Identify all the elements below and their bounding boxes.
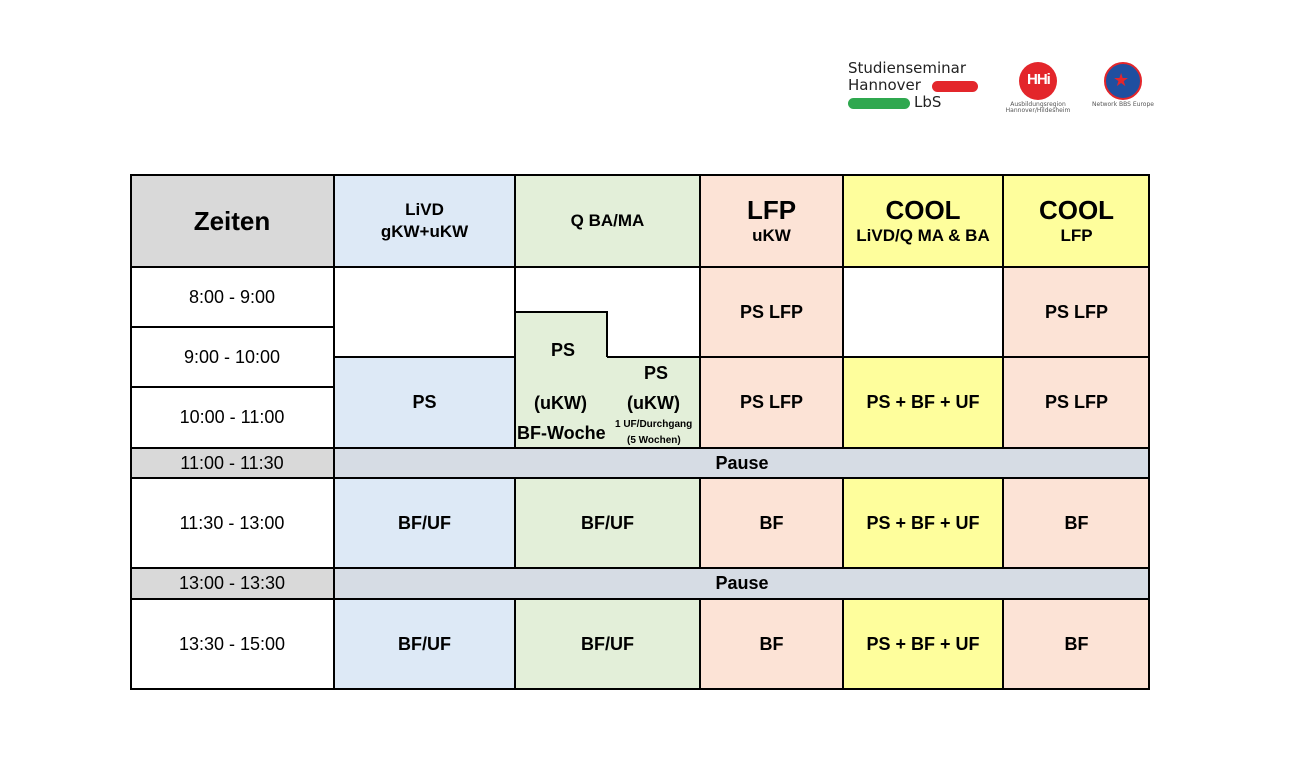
q-ps-left: PS	[551, 340, 576, 360]
pause-row-2: Pause	[334, 568, 1150, 599]
logo-text-hannover: Hannover	[848, 76, 921, 94]
lfp-afternoon: BF	[700, 599, 843, 690]
q-step-line	[607, 356, 700, 358]
row-divider	[130, 567, 1150, 569]
cool-livd-morning: PS + BF + UF	[843, 357, 1003, 448]
border-bottom	[130, 688, 1150, 690]
logo-green-bar	[848, 98, 910, 109]
time-cell: 10:00 - 11:00	[130, 387, 334, 448]
q-empty-top	[515, 267, 700, 312]
header-zeiten: Zeiten	[130, 174, 334, 267]
header-lfp: LFP uKW	[700, 174, 843, 267]
header-livd: LiVD gKW+uKW	[334, 174, 515, 267]
border-right	[1148, 174, 1150, 690]
col-divider	[842, 599, 844, 690]
livd-ps: PS	[334, 357, 515, 448]
cool-lfp-afternoon: BF	[1003, 599, 1150, 690]
livd-midday: BF/UF	[334, 478, 515, 568]
row-divider	[130, 386, 334, 388]
time-cell: 13:00 - 13:30	[130, 568, 334, 599]
time-cell: 11:30 - 13:00	[130, 478, 334, 568]
row-divider	[130, 477, 1150, 479]
col-divider	[1002, 478, 1004, 568]
ausbildungsregion-caption: Ausbildungsregion Hannover/Hildesheim	[1005, 101, 1071, 114]
cool-livd-midday: PS + BF + UF	[843, 478, 1003, 568]
ausbildungsregion-emblem-icon: HHi	[1019, 62, 1057, 100]
time-cell: 8:00 - 9:00	[130, 267, 334, 327]
col-divider	[1002, 599, 1004, 690]
q-bf-woche: BF-Woche	[517, 423, 606, 443]
col-divider	[699, 174, 701, 448]
border-top	[130, 174, 1150, 176]
q-midday: BF/UF	[515, 478, 700, 568]
col-divider	[514, 478, 516, 568]
lfp-midday: BF	[700, 478, 843, 568]
network-caption: Network BBS Europe	[1092, 101, 1154, 108]
header-cool-livd: COOL LiVD/Q MA & BA	[843, 174, 1003, 267]
row-divider	[130, 598, 1150, 600]
cool-lfp-ps-lfp-2: PS LFP	[1003, 357, 1150, 448]
cool-livd-empty	[843, 267, 1003, 357]
col-divider	[842, 174, 844, 448]
row-divider	[334, 356, 515, 358]
col-divider	[333, 174, 335, 690]
logo-red-bar	[932, 81, 978, 92]
lfp-ps-lfp-2: PS LFP	[700, 357, 843, 448]
livd-afternoon: BF/UF	[334, 599, 515, 690]
q-step-line	[606, 311, 608, 357]
header-cool-lfp: COOL LFP	[1003, 174, 1150, 267]
col-divider	[699, 599, 701, 690]
border-left	[130, 174, 132, 690]
row-divider	[130, 326, 334, 328]
time-cell: 9:00 - 10:00	[130, 327, 334, 387]
livd-empty	[334, 267, 515, 357]
row-divider	[130, 266, 1150, 268]
ausbildungsregion-logo	[998, 62, 1078, 118]
col-divider	[514, 599, 516, 690]
header-q-ba-ma: Q BA/MA	[515, 174, 700, 267]
col-divider	[1002, 174, 1004, 448]
col-divider	[699, 478, 701, 568]
q-ukw-right: (uKW)	[627, 393, 680, 413]
col-divider	[842, 478, 844, 568]
cool-livd-afternoon: PS + BF + UF	[843, 599, 1003, 690]
cool-lfp-ps-lfp-1: PS LFP	[1003, 267, 1150, 357]
row-divider	[700, 356, 1150, 358]
network-emblem-icon: ★	[1104, 62, 1142, 100]
network-bbs-europe-logo	[1083, 62, 1163, 118]
pause-row-1: Pause	[334, 448, 1150, 478]
schedule-table	[130, 174, 1150, 690]
q-empty-right	[607, 312, 700, 357]
q-step-line	[515, 311, 608, 313]
q-note-durchgang: 1 UF/Durchgang	[615, 419, 693, 430]
q-afternoon: BF/UF	[515, 599, 700, 690]
q-ukw-left: (uKW)	[534, 393, 587, 413]
row-divider	[130, 447, 1150, 449]
q-note-wochen: (5 Wochen)	[627, 435, 681, 446]
time-cell: 11:00 - 11:30	[130, 448, 334, 478]
time-cell: 13:30 - 15:00	[130, 599, 334, 690]
studienseminar-logo	[846, 60, 986, 116]
logo-text-studienseminar: Studienseminar	[848, 59, 967, 77]
q-ps-right: PS	[644, 363, 669, 383]
cool-lfp-midday: BF	[1003, 478, 1150, 568]
lfp-ps-lfp-1: PS LFP	[700, 267, 843, 357]
logo-text-lbs: LbS	[914, 93, 942, 111]
